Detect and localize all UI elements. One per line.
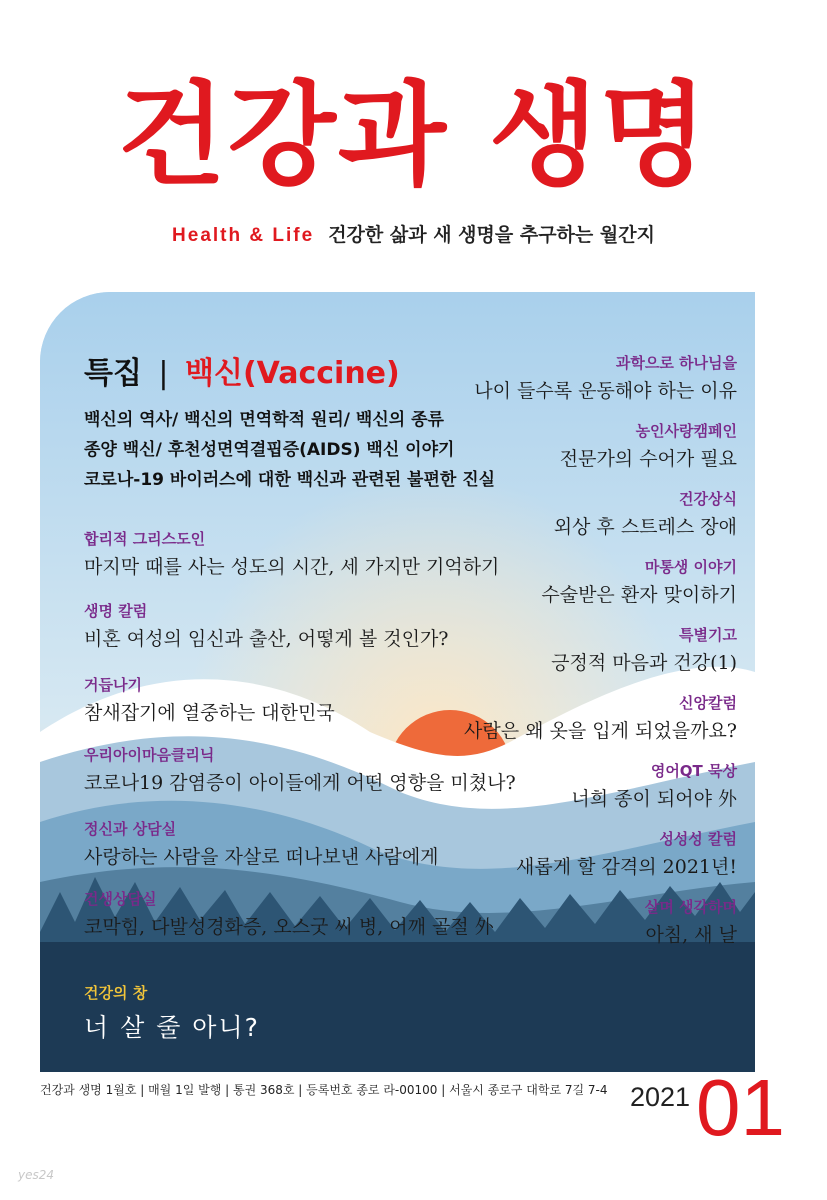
right-article-title: 긍정적 마음과 건강(1) xyxy=(551,652,737,674)
feature-line-2: 종양 백신/ 후천성면역결핍증(AIDS) 백신 이야기 xyxy=(84,440,455,460)
bottom-feature-title: 너 살 줄 아니? xyxy=(84,1013,260,1042)
right-article-title: 사람은 왜 옷을 입게 되었을까요? xyxy=(464,720,737,742)
feature-label: 특집 xyxy=(84,356,142,391)
right-article-title: 수술받은 환자 맞이하기 xyxy=(541,584,737,606)
magazine-title: 건강과 생명 xyxy=(117,71,710,201)
left-article-category: 정신과 상담실 xyxy=(84,820,177,838)
left-article-title: 비혼 여성의 임신과 출산, 어떻게 볼 것인가? xyxy=(84,628,449,650)
left-article-category: 합리적 그리스도인 xyxy=(84,530,206,548)
left-article-category: 건생상담실 xyxy=(84,890,157,908)
right-article-category: 특별기고 xyxy=(679,626,737,644)
left-article-title: 사랑하는 사람을 자살로 떠나보낸 사람에게 xyxy=(84,846,439,868)
left-article-category: 우리아이마음클리닉 xyxy=(84,746,215,764)
feature-header xyxy=(84,348,400,392)
feature-divider: | xyxy=(158,356,169,391)
issue-number: 01 xyxy=(696,1063,785,1152)
feature-line-3: 코로나-19 바이러스에 대한 백신과 관련된 불편한 진실 xyxy=(84,470,496,490)
bottom-feature-category: 건강의 창 xyxy=(84,984,148,1002)
right-article-category: 농인사랑캠페인 xyxy=(635,422,737,440)
tagline-korean: 건강한 삶과 새 생명을 추구하는 월간지 xyxy=(328,224,655,246)
right-article-category: 건강상식 xyxy=(679,490,737,508)
foreground-band xyxy=(40,942,755,1072)
right-article-title: 새롭게 할 감격의 2021년! xyxy=(516,856,737,878)
feature-line-1: 백신의 역사/ 백신의 면역학적 원리/ 백신의 종류 xyxy=(84,410,444,430)
left-article-title: 코막힘, 다발성경화증, 오스굿 씨 병, 어깨 골절 外 xyxy=(84,916,494,938)
left-article-category: 거듭나기 xyxy=(84,676,142,694)
feature-topic: 백신(Vaccine) xyxy=(184,356,400,391)
left-article-title: 코로나19 감염증이 아이들에게 어떤 영향을 미쳤나? xyxy=(84,772,516,794)
right-article-title: 너희 종이 되어야 外 xyxy=(571,788,737,810)
watermark: yes24 xyxy=(18,1168,55,1182)
right-article-title: 아침, 새 날 xyxy=(645,924,737,946)
issue-year: 2021 xyxy=(630,1082,691,1112)
tagline-english: Health & Life xyxy=(172,225,315,246)
right-article-title: 나이 들수록 운동해야 하는 이유 xyxy=(474,380,737,402)
right-article-category: 살며 생각하며 xyxy=(644,898,737,916)
right-article-title: 외상 후 스트레스 장애 xyxy=(553,516,737,538)
left-article-category: 생명 칼럼 xyxy=(84,602,148,620)
left-article-title: 참새잡기에 열중하는 대한민국 xyxy=(84,702,335,724)
left-article-title: 마지막 때를 사는 성도의 시간, 세 가지만 기억하기 xyxy=(84,556,500,578)
right-article-category: 마통생 이야기 xyxy=(644,558,737,576)
cover-illustration xyxy=(40,292,755,1072)
publication-info: 건강과 생명 1월호 | 매월 1일 발행 | 통권 368호 | 등록번호 종로 라-00100 | 서울시 종로구 대학로 7길 7-4 xyxy=(40,1083,608,1097)
right-article-category: 신앙칼럼 xyxy=(679,694,737,712)
right-article-category: 성성성 칼럼 xyxy=(659,830,737,848)
right-article-title: 전문가의 수어가 필요 xyxy=(559,448,737,470)
tagline xyxy=(0,226,827,245)
right-article-category: 영어QT 묵상 xyxy=(650,762,737,780)
right-article-category: 과학으로 하나님을 xyxy=(615,354,737,372)
